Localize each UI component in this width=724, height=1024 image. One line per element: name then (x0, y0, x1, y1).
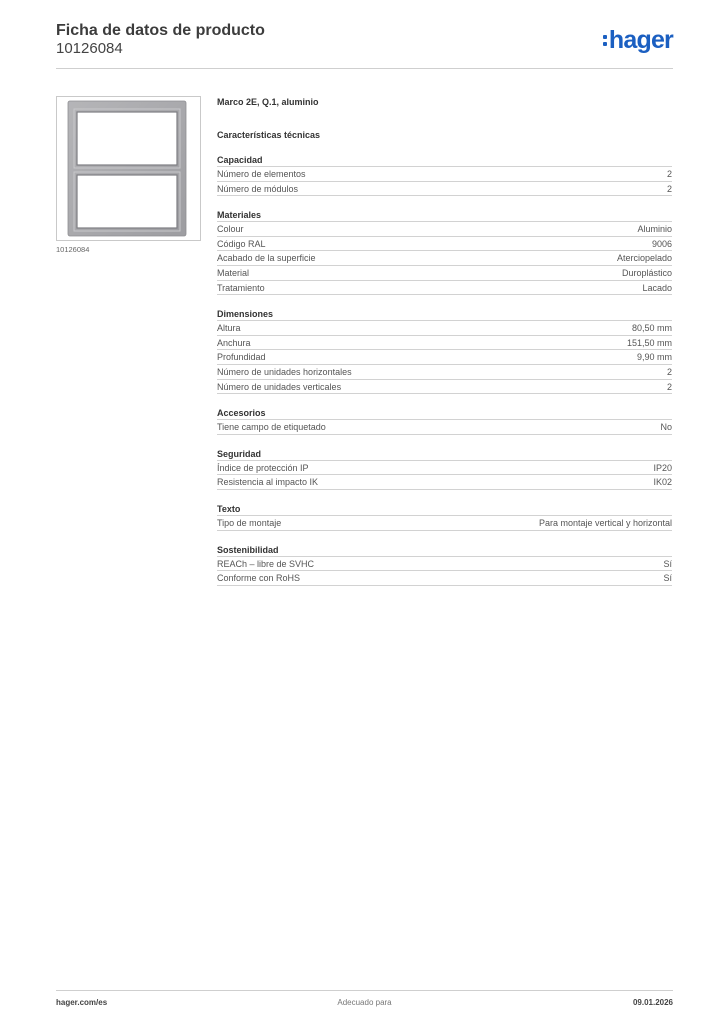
spec-row (217, 237, 672, 252)
spec-value: IP20 (653, 462, 672, 473)
page-footer (56, 998, 673, 1010)
spec-label: Profundidad (217, 352, 266, 363)
spec-label: Altura (217, 323, 241, 334)
spec-section (217, 503, 672, 531)
section-title: Seguridad (217, 448, 672, 461)
spec-row (217, 461, 672, 476)
spec-content (217, 96, 672, 586)
spec-value: 2 (666, 366, 672, 377)
spec-value: Lacado (642, 282, 672, 293)
spec-value: 9006 (651, 238, 672, 249)
section-title: Sostenibilidad (217, 544, 672, 557)
document-title: Ficha de datos de producto (56, 22, 265, 39)
spec-label: Número de elementos (217, 169, 306, 179)
section-title: Accesorios (217, 407, 672, 420)
spec-value: Aterciopelado (616, 253, 672, 264)
spec-row (217, 557, 672, 572)
spec-row (217, 266, 672, 281)
spec-section (217, 209, 672, 295)
logo-dots-icon (603, 35, 607, 46)
spec-row (217, 182, 672, 197)
spec-row (217, 336, 672, 351)
footer-date: 09.01.2026 (632, 998, 673, 1007)
spec-section (217, 544, 672, 586)
spec-section (217, 448, 672, 490)
spec-value: 2 (666, 169, 672, 179)
spec-row (217, 420, 672, 435)
product-name: Marco 2E, Q.1, aluminio (217, 97, 319, 107)
tech-heading: Características técnicas (217, 130, 321, 140)
spec-section (217, 407, 672, 435)
spec-label: Resistencia al impacto IK (217, 477, 319, 488)
spec-value: 2 (666, 381, 672, 392)
spec-label: Número de unidades horizontales (217, 366, 352, 377)
spec-label: REACh – libre de SVHC (217, 558, 315, 569)
spec-label: Material (217, 267, 250, 278)
spec-label: Tiene campo de etiquetado (217, 422, 326, 433)
spec-value: Aluminio (637, 224, 672, 235)
footer-website: hager.com/es (56, 998, 108, 1007)
spec-label: Índice de protección IP (217, 462, 309, 473)
spec-value: IK02 (653, 477, 672, 488)
spec-value: Duroplástico (621, 267, 672, 278)
spec-row (217, 321, 672, 336)
spec-section (217, 308, 672, 394)
spec-row (217, 516, 672, 531)
spec-value: Para montaje vertical y horizontal (538, 517, 672, 528)
spec-label: Colour (217, 224, 244, 235)
footer-center-text: Adecuado para (337, 998, 392, 1007)
footer-divider (56, 990, 673, 991)
spec-row (217, 475, 672, 490)
spec-value: 2 (666, 183, 672, 194)
spec-value: Sí (663, 573, 672, 584)
section-title: Dimensiones (217, 308, 672, 321)
spec-row (217, 571, 672, 586)
spec-label: Anchura (217, 337, 251, 348)
spec-row (217, 222, 672, 237)
spec-value: 151,50 mm (626, 337, 672, 348)
section-title: Materiales (217, 209, 672, 222)
spec-row (217, 365, 672, 380)
spec-value: No (660, 422, 672, 433)
spec-section (217, 154, 672, 196)
product-image (56, 96, 201, 241)
spec-value: Sí (663, 558, 672, 569)
spec-sections (217, 154, 672, 586)
spec-label: Código RAL (217, 238, 266, 249)
hager-logo (603, 26, 673, 54)
spec-label: Conforme con RoHS (217, 573, 301, 584)
page-header (56, 22, 673, 70)
spec-row (217, 167, 672, 182)
frame-2e-icon (57, 97, 200, 240)
spec-value: 9,90 mm (636, 352, 672, 363)
spec-label: Tipo de montaje (217, 517, 282, 528)
spec-row (217, 281, 672, 296)
spec-row (217, 380, 672, 395)
spec-value: 80,50 mm (631, 323, 672, 334)
product-number: 10126084 (56, 40, 123, 57)
section-title: Capacidad (217, 154, 672, 167)
spec-label: Tratamiento (217, 282, 265, 293)
spec-label: Acabado de la superficie (217, 253, 316, 264)
header-divider (56, 68, 673, 69)
spec-row (217, 350, 672, 365)
image-caption: 10126084 (56, 245, 90, 254)
spec-label: Número de unidades verticales (217, 381, 342, 392)
spec-label: Número de módulos (217, 183, 299, 194)
section-title: Texto (217, 503, 672, 516)
spec-row (217, 251, 672, 266)
logo-text: hager (608, 26, 673, 54)
